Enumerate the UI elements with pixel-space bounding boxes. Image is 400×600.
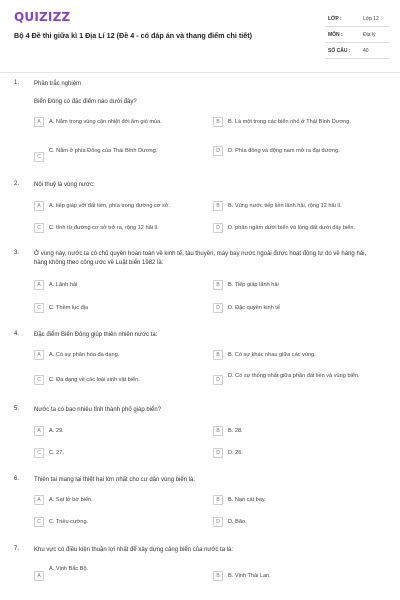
question-text: Đặc điểm Biển Đông giúp thiên nhiên nước ta:	[34, 332, 158, 338]
question-text: Nước ta có bao nhiêu tỉnh thành phố giáp biển?	[34, 407, 162, 413]
question-number: 2.	[14, 181, 20, 187]
worksheet-header	[0, 0, 400, 72]
option-letter-box: B	[213, 280, 223, 290]
option-text: A. Nằm trong vùng cận nhiệt đới ẩm gió mùa.	[49, 119, 162, 125]
option-letter-box: C	[34, 375, 44, 385]
quizizz-logo: QUIZIZZ	[14, 10, 71, 24]
question-text: Nội thuỷ là vùng nước:	[34, 182, 95, 188]
option-letter-box: D	[213, 303, 223, 313]
meta-subject-value: Địa lý	[363, 32, 376, 38]
option-letter-box: A	[34, 117, 44, 127]
option-text: D. phần ngầm dưới biển và lòng đất dưới đáy biển.	[228, 225, 356, 231]
question-text: Ở vùng này, nước ta có chủ quyền hoàn toàn về kinh tế, tàu thuyền, máy bay nước ngoài được hoạt động tự do về hàng hải, hàng không theo công ước về Luật biển 1982 là:	[34, 251, 367, 266]
option-text: B. Là một trong các biển nhỏ ở Thái Bình Dương.	[228, 119, 351, 125]
option-text: C. Thềm lục địa	[49, 305, 89, 311]
option-text: D. Bão.	[228, 519, 247, 525]
question-number: 7.	[14, 546, 20, 552]
option-text: B. 28.	[228, 428, 243, 434]
question-number: 1.	[14, 80, 20, 86]
option-letter-box: D	[213, 517, 223, 527]
option-letter-box: C	[34, 152, 44, 162]
option-text: A. 29.	[49, 428, 64, 434]
option-text: C. 27.	[49, 450, 64, 456]
option-text: C. Đa dạng về các loài sinh vật biển.	[49, 377, 140, 383]
option-letter-box: C	[34, 517, 44, 527]
question-number: 4.	[14, 331, 20, 337]
option-letter-box: D	[213, 223, 223, 233]
meta-grade-value: Lớp 12	[363, 16, 379, 22]
option-text: B. Nạn cát bay.	[228, 497, 266, 503]
option-letter-box: B	[213, 426, 223, 436]
option-text: B. Vùng nước tiếp liền lãnh hải, rộng 12 hải lí.	[228, 203, 342, 209]
option-text: C. Nằm ở phía Đông của Thái Bình Dương.	[49, 148, 158, 154]
question-text: Khu vực có điều kiện thuận lợi nhất để xây dựng cảng biển của nước ta là:	[34, 547, 234, 553]
option-letter-box: A	[34, 495, 44, 505]
option-text: B. Có sự khác nhau giữa các vùng.	[228, 352, 316, 358]
meta-subject	[325, 29, 390, 43]
option-letter-box: A	[34, 426, 44, 436]
option-letter-box: B	[213, 201, 223, 211]
option-letter-box: A	[34, 280, 44, 290]
option-letter-box: A	[34, 571, 44, 581]
meta-grade-label: LỚP :	[328, 16, 342, 22]
option-text: D. Có sự thống nhất giữa phần đất liền và vùng biển.	[228, 373, 360, 379]
option-text: A. Sạt lở bờ biển.	[49, 497, 93, 503]
question-number: 5.	[14, 406, 20, 412]
option-text: A. tiếp giáp với đất liền, phía trong đường cơ sở.	[49, 203, 171, 209]
option-letter-box: C	[34, 223, 44, 233]
question-number: 6.	[14, 476, 20, 482]
option-text: B. Vịnh Thái Lan.	[228, 573, 271, 579]
option-letter-box: D	[213, 448, 223, 458]
meta-grade	[325, 13, 390, 27]
option-text: D. 26.	[228, 450, 243, 456]
meta-subject-label: MÔN :	[328, 32, 343, 38]
meta-question-count-label: SỐ CÂU :	[328, 48, 351, 54]
option-letter-box: A	[34, 350, 44, 360]
option-text: A. Có sự phân hóa đa dạng.	[49, 352, 120, 358]
worksheet-title: Bộ 4 Đề thi giữa kì 1 Địa Lí 12 (Đề 4 - có đáp án và thang điểm chi tiết)	[14, 31, 253, 40]
option-letter-box: B	[213, 117, 223, 127]
meta-question-count	[325, 45, 390, 59]
option-text: D. Phía đông và động nam mở ra đại dương.	[228, 148, 340, 154]
option-text: A. Vịnh Bắc Bộ.	[49, 566, 89, 572]
option-text: A. Lãnh hải	[49, 282, 78, 288]
option-text: D. Đặc quyền kinh tế	[228, 305, 280, 311]
option-letter-box: D	[213, 146, 223, 156]
question-text: Phần trắc nghiệm Biển Đông có đặc điểm nào dưới đây?	[34, 81, 137, 105]
option-letter-box: B	[213, 571, 223, 581]
option-letter-box: B	[213, 495, 223, 505]
option-letter-box: C	[34, 303, 44, 313]
meta-question-count-value: 40	[363, 48, 369, 54]
option-letter-box: B	[213, 350, 223, 360]
option-text: C. Triều cường.	[49, 519, 89, 525]
option-letter-box: D	[213, 375, 223, 385]
option-text: B. Tiếp giáp lãnh hải	[228, 282, 279, 288]
question-number: 3.	[14, 250, 20, 256]
option-letter-box: A	[34, 201, 44, 211]
question-text: Thiên tai mang lại thiệt hại lớn nhất cho cư dân vùng biển là:	[34, 477, 196, 483]
option-text: C. tính từ đường cơ sở trở ra, rộng 12 hải lí.	[49, 225, 159, 231]
option-letter-box: C	[34, 448, 44, 458]
header-divider	[0, 72, 400, 73]
